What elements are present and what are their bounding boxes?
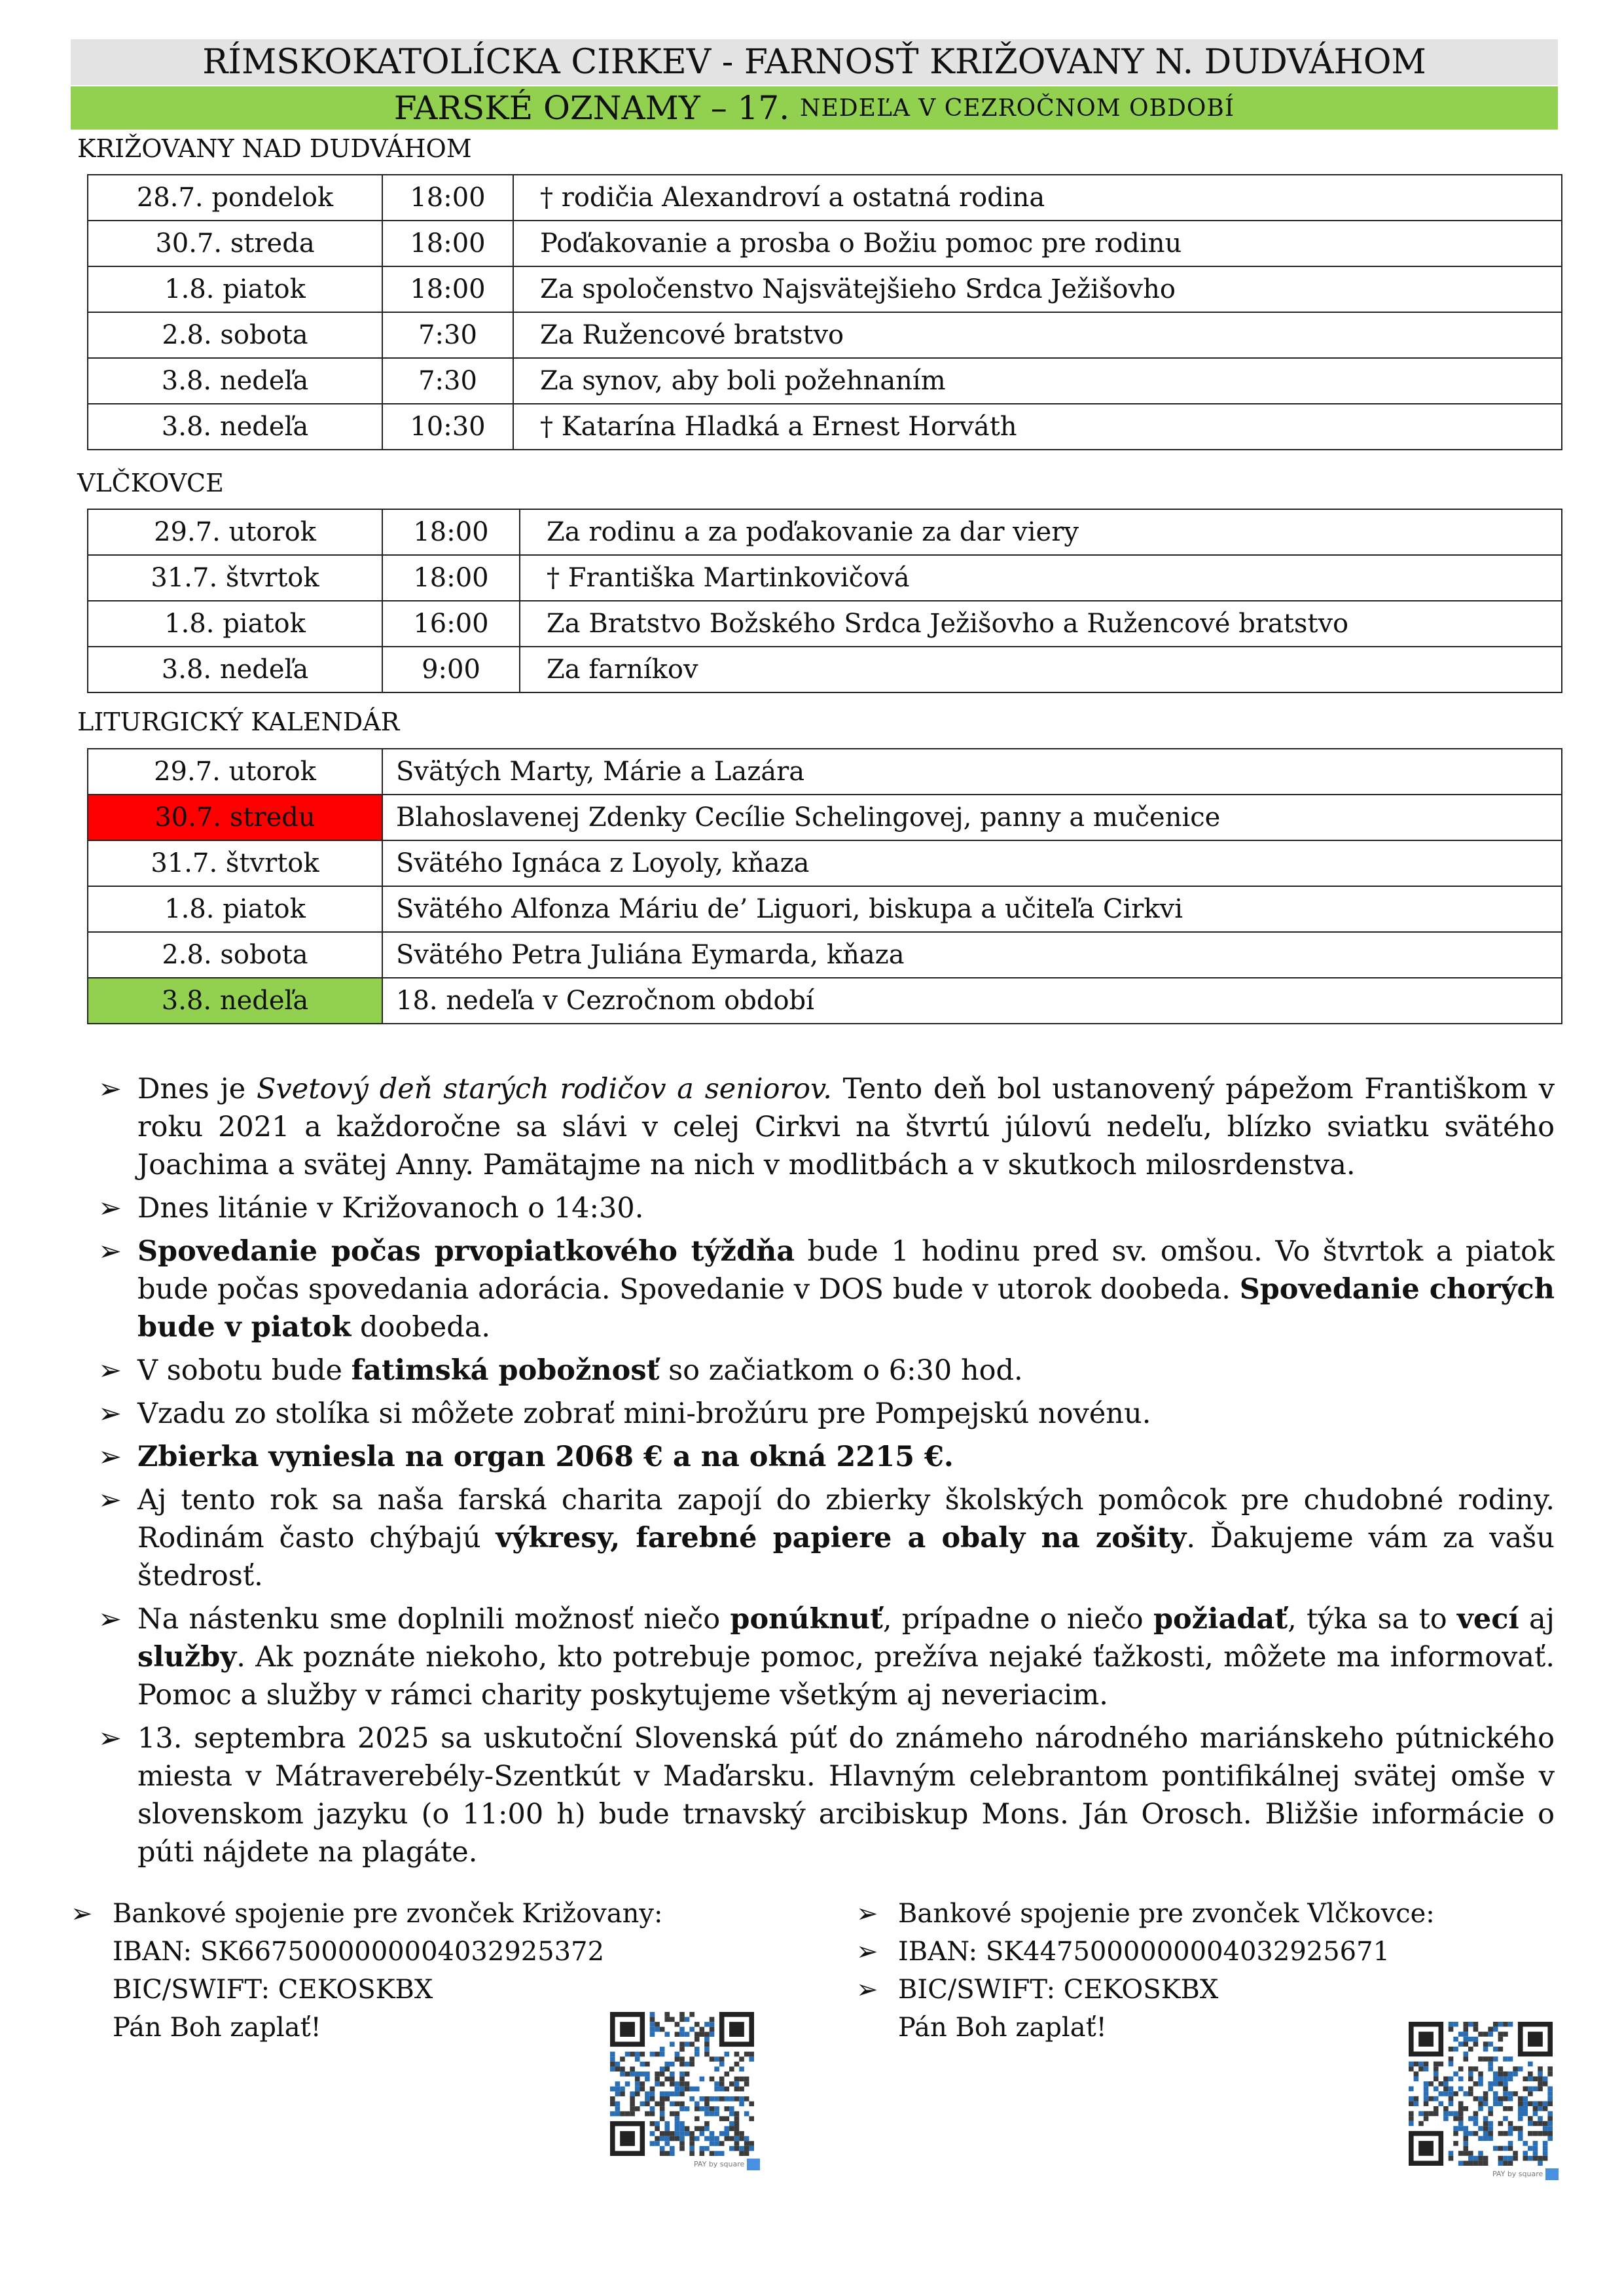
calendar-row: [88, 749, 1562, 795]
mass-row: [88, 404, 1562, 450]
section-title-vlckovce: VLČKOVCE: [77, 469, 224, 497]
mass-time: 18:00: [382, 555, 520, 601]
arrow-bullet-icon: ➢: [98, 1441, 122, 1473]
calendar-date: 31.7. štvrtok: [88, 840, 382, 886]
mass-time: 10:30: [382, 404, 513, 450]
iban-value: IBAN: SK6675000000004032925372: [113, 1937, 605, 1967]
note-item: ➢ Dnes litánie v Križovanoch o 14:30.: [98, 1189, 1555, 1227]
mass-row: [88, 221, 1562, 266]
mass-date: 3.8. nedeľa: [88, 358, 382, 404]
paybysquare-logo: PAY by square: [694, 2159, 760, 2170]
calendar-date: 29.7. utorok: [88, 749, 382, 795]
announcements-title: FARSKÉ OZNAMY – 17.: [393, 89, 790, 127]
note-item: ➢ V sobotu bude fatimská pobožnosť so začiatkom o 6:30 hod.: [98, 1352, 1555, 1390]
mass-time: 7:30: [382, 358, 513, 404]
mass-date: 31.7. štvrtok: [88, 555, 382, 601]
arrow-bullet-icon: ➢: [856, 1937, 878, 1967]
mass-date: 2.8. sobota: [88, 312, 382, 358]
mass-time: 18:00: [382, 221, 513, 266]
note-item: ➢ Spovedanie počas prvopiatkového týždňa bude 1 hodinu pred sv. omšou. Vo štvrtok a piatok bude počas spovedania adorácia. Spovedanie v DOS bude v utorok doobeda. Spovedanie chorých bude v piatok doobeda.: [98, 1232, 1555, 1346]
calendar-feast: Svätého Petra Juliána Eymarda, kňaza: [382, 932, 1562, 978]
mass-date: 3.8. nedeľa: [88, 404, 382, 450]
calendar-feast: Svätých Marty, Márie a Lazára: [382, 749, 1562, 795]
iban-value: IBAN: SK4475000000004032925671: [898, 1937, 1390, 1967]
mass-time: 18:00: [382, 266, 513, 312]
mass-intention: † Františka Martinkovičová: [520, 555, 1562, 601]
calendar-feast: Svätého Ignáca z Loyoly, kňaza: [382, 840, 1562, 886]
calendar-row: [88, 978, 1562, 1024]
mass-intention: Za Bratstvo Božského Srdca Ježišovho a Ružencové bratstvo: [520, 601, 1562, 647]
arrow-bullet-icon: ➢: [98, 1354, 122, 1387]
arrow-bullet-icon: ➢: [71, 1899, 93, 1929]
arrow-bullet-icon: ➢: [856, 1899, 878, 1929]
bank-heading: Bankové spojenie pre zvonček Križovany:: [113, 1899, 663, 1929]
arrow-bullet-icon: ➢: [98, 1235, 122, 1268]
krizovany-mass-table: [87, 174, 1562, 450]
thanks-text: Pán Boh zaplať!: [898, 2013, 1107, 2043]
thanks-text: Pán Boh zaplať!: [113, 2013, 321, 2043]
arrow-bullet-icon: ➢: [98, 1397, 122, 1430]
arrow-bullet-icon: ➢: [98, 1603, 122, 1636]
announcements-subtitle: NEDEĽA V CEZROČNOM OBDOBÍ: [800, 94, 1235, 122]
calendar-row: [88, 795, 1562, 840]
note-item: ➢ 13. septembra 2025 sa uskutoční Slovenská púť do známeho národného mariánskeho pútnického miesta v Mátraverebély-Szentkút v Maďarsku. Hlavným celebrantom pontifikálnej svätej omše v slovenskom jazyku (o 11:00 h) bude trnavský arcibiskup Mons. Ján Orosch. Bližšie informácie o púti nájdete na plagáte.: [98, 1719, 1555, 1871]
mass-intention: Za synov, aby boli požehnaním: [513, 358, 1562, 404]
parish-title: RÍMSKOKATOLÍCKA CIRKEV - FARNOSŤ KRIŽOVANY N. DUDVÁHOM: [202, 43, 1426, 82]
bic-value: BIC/SWIFT: CEKOSKBX: [113, 1975, 433, 2005]
announcements-list: [98, 1070, 1555, 1876]
note-item: ➢ Dnes je Svetový deň starých rodičov a seniorov. Tento deň bol ustanovený pápežom Františkom v roku 2021 a každoročne sa slávi v celej Cirkvi na štvrtú júlovú nedeľu, blízko sviatku svätého Joachima a svätej Anny. Pamätajme na nich v modlitbách a v skutkoch milosrdenstva.: [98, 1070, 1555, 1184]
note-item: ➢ Vzadu zo stolíka si môžete zobrať mini-brožúru pre Pompejskú novénu.: [98, 1395, 1555, 1433]
mass-date: 3.8. nedeľa: [88, 647, 382, 692]
calendar-row: [88, 932, 1562, 978]
mass-intention: Poďakovanie a prosba o Božiu pomoc pre rodinu: [513, 221, 1562, 266]
arrow-bullet-icon: ➢: [98, 1192, 122, 1225]
mass-row: [88, 358, 1562, 404]
mass-row: [88, 601, 1562, 647]
mass-time: 18:00: [382, 509, 520, 555]
bank-info-vlckovce: [856, 1895, 1435, 2047]
note-item: ➢ Zbierka vyniesla na organ 2068 € a na okná 2215 €.: [98, 1438, 1555, 1476]
bank-heading: Bankové spojenie pre zvonček Vlčkovce:: [898, 1899, 1435, 1929]
mass-row: [88, 175, 1562, 221]
calendar-feast: Svätého Alfonza Máriu de’ Liguori, biskupa a učiteľa Cirkvi: [382, 886, 1562, 932]
paybysquare-logo: PAY by square: [1492, 2168, 1559, 2180]
calendar-feast: 18. nedeľa v Cezročnom období: [382, 978, 1562, 1024]
mass-intention: Za farníkov: [520, 647, 1562, 692]
announcements-header: [71, 86, 1558, 130]
calendar-row: [88, 840, 1562, 886]
qr-code-vlckovce: [1406, 2019, 1555, 2168]
calendar-date: 30.7. stredu: [88, 795, 382, 840]
calendar-feast: Blahoslavenej Zdenky Cecílie Schelingovej, panny a mučenice: [382, 795, 1562, 840]
section-title-krizovany: KRIŽOVANY NAD DUDVÁHOM: [77, 134, 472, 163]
arrow-bullet-icon: ➢: [98, 1484, 122, 1516]
mass-date: 1.8. piatok: [88, 266, 382, 312]
arrow-bullet-icon: ➢: [856, 1975, 878, 2005]
mass-time: 16:00: [382, 601, 520, 647]
calendar-date: 1.8. piatok: [88, 886, 382, 932]
mass-row: [88, 509, 1562, 555]
mass-intention: † Katarína Hladká a Ernest Horváth: [513, 404, 1562, 450]
liturgical-calendar-table: [87, 748, 1562, 1024]
parish-header: [71, 39, 1558, 85]
mass-date: 29.7. utorok: [88, 509, 382, 555]
mass-intention: Za spoločenstvo Najsvätejšieho Srdca Ježišovho: [513, 266, 1562, 312]
arrow-bullet-icon: ➢: [98, 1722, 122, 1755]
mass-row: [88, 312, 1562, 358]
mass-time: 9:00: [382, 647, 520, 692]
calendar-date: 2.8. sobota: [88, 932, 382, 978]
bank-info-krizovany: [71, 1895, 662, 2047]
qr-code-krizovany: [607, 2009, 757, 2159]
note-item: ➢ Aj tento rok sa naša farská charita zapojí do zbierky školských pomôcok pre chudobné rodiny. Rodinám často chýbajú výkresy, farebné papiere a obaly na zošity. Ďakujeme vám za vašu štedrosť.: [98, 1481, 1555, 1595]
mass-date: 28.7. pondelok: [88, 175, 382, 221]
section-title-calendar: LITURGICKÝ KALENDÁR: [77, 708, 400, 736]
arrow-bullet-icon: ➢: [98, 1073, 122, 1105]
mass-row: [88, 266, 1562, 312]
mass-intention: Za rodinu a za poďakovanie za dar viery: [520, 509, 1562, 555]
note-item: ➢ Na nástenku sme doplnili možnosť niečo ponúknuť, prípadne o niečo požiadať, týka sa to vecí aj služby. Ak poznáte niekoho, kto potrebuje pomoc, prežíva nejaké ťažkosti, môžete ma informovať. Pomoc a služby v rámci charity poskytujeme všetkým aj neveriacim.: [98, 1600, 1555, 1714]
mass-row: [88, 555, 1562, 601]
mass-date: 30.7. streda: [88, 221, 382, 266]
bic-value: BIC/SWIFT: CEKOSKBX: [898, 1975, 1219, 2005]
mass-intention: † rodičia Alexandroví a ostatná rodina: [513, 175, 1562, 221]
mass-time: 18:00: [382, 175, 513, 221]
mass-time: 7:30: [382, 312, 513, 358]
vlckovce-mass-table: [87, 509, 1562, 693]
mass-date: 1.8. piatok: [88, 601, 382, 647]
mass-intention: Za Ružencové bratstvo: [513, 312, 1562, 358]
mass-row: [88, 647, 1562, 692]
calendar-row: [88, 886, 1562, 932]
calendar-date: 3.8. nedeľa: [88, 978, 382, 1024]
